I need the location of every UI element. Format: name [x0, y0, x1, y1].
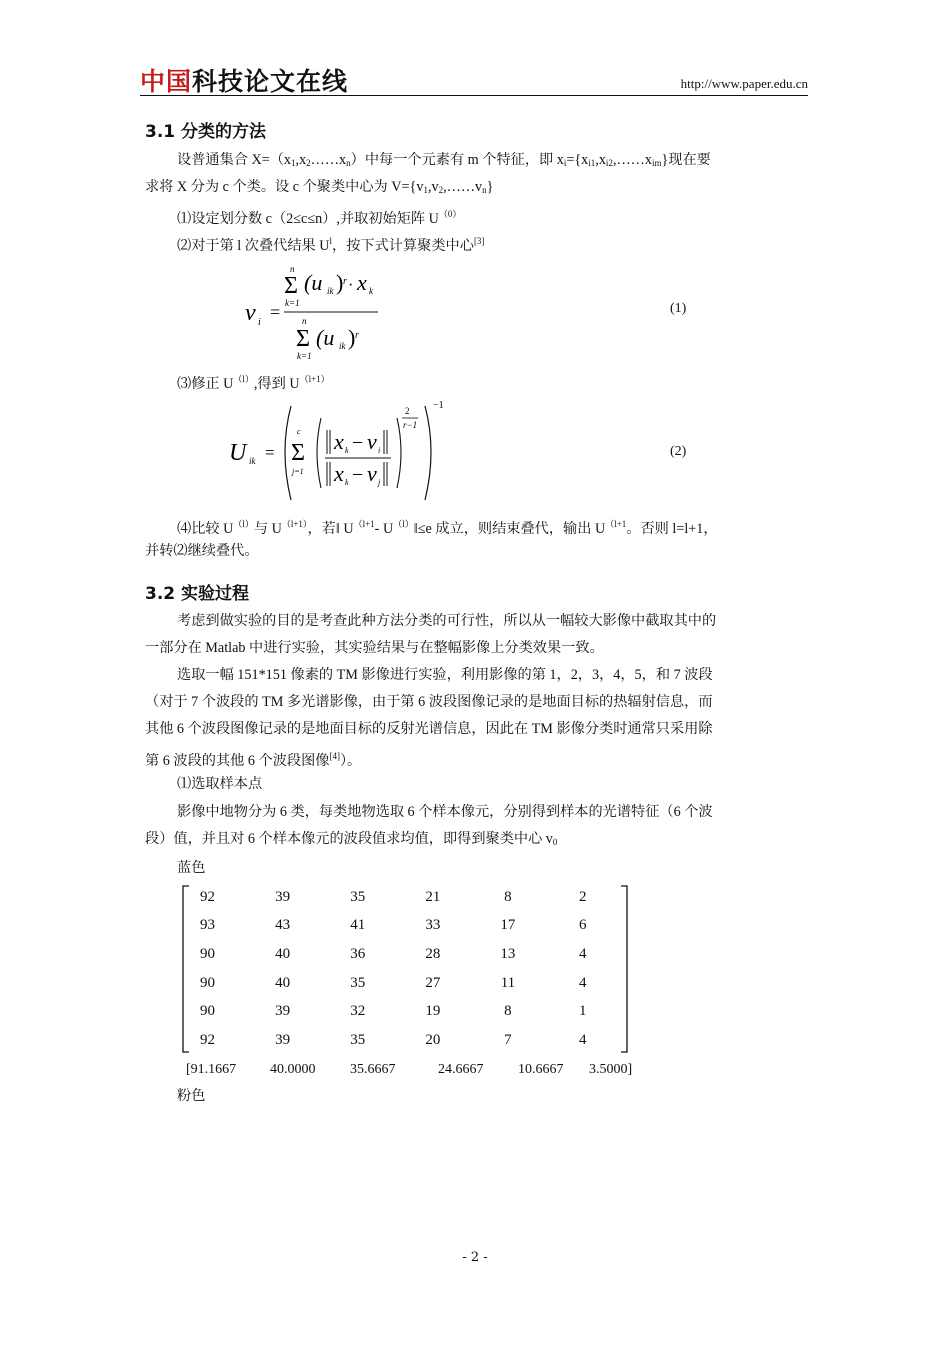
svg-text:=: =: [270, 302, 281, 322]
matrix-cell: 93: [200, 917, 216, 934]
header-url[interactable]: http://www.paper.edu.cn: [680, 76, 808, 91]
paragraph-samples-line1: 影像中地物分为 6 类，每类地物选取 6 个样本像元，分别得到样本的光谱特征（6 个波: [177, 804, 713, 820]
mean-vector: [186, 1062, 646, 1082]
equation-2-number: (2): [670, 444, 687, 459]
matrix-cell: 4: [578, 945, 587, 962]
equation-1-number: (1): [670, 301, 687, 316]
svg-text:r: r: [343, 276, 347, 287]
matrix-cell: 90: [200, 974, 216, 991]
svg-text:n: n: [302, 316, 307, 326]
matrix-cell: 90: [200, 1003, 216, 1020]
matrix-cell: 8: [504, 888, 512, 905]
svg-text:v: v: [245, 300, 256, 326]
svg-text:ik: ik: [327, 286, 334, 296]
svg-text:(u: (u: [304, 270, 323, 295]
equation-1: [240, 258, 400, 368]
matrix-cell: 33: [425, 917, 441, 934]
matrix-cell: 4: [578, 974, 587, 991]
section-heading-3-1: 3.1 分类的方法: [145, 122, 267, 142]
svg-text:j=1: j=1: [292, 467, 304, 476]
matrix-cell: 8: [504, 1003, 512, 1020]
paragraph-tm-line2: （对于 7 个波段的 TM 多光谱影像，由于第 6 波段图像记录的是地面目标的热辐射信息，而: [145, 694, 713, 710]
svg-text:k: k: [345, 446, 349, 455]
section-heading-3-2: 3.2 实验过程: [145, 584, 250, 604]
matrix-cell: 4: [578, 1031, 587, 1048]
svg-text:k: k: [345, 478, 349, 487]
logo-black-part: 科技论文在线: [192, 67, 349, 96]
svg-text:Σ: Σ: [284, 273, 298, 299]
paragraph-tm-line1: 选取一幅 151*151 像素的 TM 影像进行实验，利用影像的第 1，2，3，4，5，和 7 波段: [177, 667, 713, 683]
step-1: ⑴设定划分数 c（2≤c≤n）,并取初始矩阵 $U^{(0)}$: [177, 209, 462, 227]
mean-value: 10.6667: [518, 1062, 564, 1077]
matrix-cell: 39: [275, 1031, 291, 1048]
paragraph-purpose-line2: 一部分在 Matlab 中进行实验，其实验结果与在整幅影像上分类效果一致。: [145, 640, 604, 656]
svg-text:Σ: Σ: [296, 326, 310, 352]
mean-value: [91.1667: [186, 1062, 237, 1077]
svg-text:k=1: k=1: [297, 351, 312, 361]
svg-text:(u: (u: [316, 325, 335, 350]
class-label-blue: 蓝色: [177, 860, 206, 876]
matrix-table: [170, 883, 620, 1055]
svg-text:−: −: [352, 432, 364, 454]
svg-text:ik: ik: [339, 341, 346, 351]
matrix-cell: 17: [500, 917, 516, 934]
matrix-cell: 35: [350, 1031, 366, 1048]
equation-2: [225, 396, 455, 506]
svg-text:): ): [348, 325, 356, 350]
step-4-line1: ⑷比较 $U^{(l)}$与 $U^{(l+1)}$，若‖ $U^{(l+1}-$ $U^{(l)}‖\le e$ 成立，则结束叠代，输出 $U^{(l+1}$。否则 l=l+1，: [177, 519, 718, 537]
svg-text:·: ·: [348, 277, 354, 294]
journal-logo: [140, 62, 348, 98]
matrix-cell: 41: [350, 917, 366, 934]
paragraph-set-definition-line2: 求将 X 分为 c 个类。设 c 个聚类中心为 $V=\{v_1,v_2,\dots\dots v_n\}$: [145, 179, 494, 195]
matrix-cell: 43: [275, 917, 291, 934]
matrix-cell: 40: [275, 974, 291, 991]
paragraph-purpose-line1: 考虑到做实验的目的是考查此种方法分类的可行性，所以从一幅较大影像中截取其中的: [177, 613, 717, 629]
mean-value: 3.5000]: [589, 1062, 633, 1077]
svg-text:−1: −1: [433, 400, 444, 411]
matrix-row: [170, 997, 620, 1026]
svg-text:j: j: [378, 478, 381, 487]
mean-value: 35.6667: [350, 1062, 396, 1077]
svg-text:i: i: [378, 446, 381, 455]
paragraph-tm-line4: 第 6 波段的其他 6 个波段图像[4]）。: [145, 751, 362, 769]
page-number: - 2 -: [462, 1250, 488, 1265]
matrix-cell: 27: [425, 974, 441, 991]
matrix-cell: 36: [350, 945, 366, 962]
svg-text:x: x: [357, 270, 367, 295]
svg-text:Σ: Σ: [291, 440, 305, 466]
svg-text:i: i: [258, 317, 261, 328]
matrix-cell: 6: [578, 917, 587, 934]
svg-text:r: r: [355, 330, 359, 341]
matrix-cell: 39: [275, 888, 291, 905]
svg-text:ik: ik: [249, 456, 256, 466]
svg-text:n: n: [290, 264, 295, 274]
svg-text:−: −: [352, 464, 364, 486]
matrix-cell: 35: [350, 888, 366, 905]
subsection-sample-points: ⑴选取样本点: [177, 776, 263, 792]
svg-text:v: v: [367, 429, 377, 454]
matrix-cell: 20: [425, 1031, 441, 1048]
paragraph-tm-line3: 其他 6 个波段图像记录的是地面目标的反射光谱信息，因此在 TM 影像分类时通常只采用除: [145, 721, 713, 737]
matrix-cell: 19: [425, 1003, 441, 1020]
matrix-cell: 21: [425, 888, 441, 905]
matrix-cell: 28: [425, 945, 441, 962]
svg-text:U: U: [229, 440, 247, 466]
matrix-cell: 90: [200, 945, 216, 962]
svg-text:x: x: [334, 429, 344, 454]
svg-text:v: v: [367, 461, 377, 486]
mean-value: 24.6667: [438, 1062, 484, 1077]
svg-text:2: 2: [405, 406, 410, 416]
header-rule: [140, 95, 808, 96]
matrix-cell: 92: [200, 888, 216, 905]
matrix-row: [170, 940, 620, 969]
matrix-cell: 11: [500, 974, 516, 991]
matrix-cell: 1: [578, 1003, 587, 1020]
matrix-row: [170, 883, 620, 912]
matrix-cell: 7: [504, 1031, 512, 1048]
paragraph-set-definition-line1: 设普通集合 $X=(x_1,x_2\dots\dots x_n)$中每一个元素有 m 个特征，即 $x_i=\{x_{i1},x_{i2},\dots\dots x_{im}\}$现在要: [177, 152, 711, 168]
matrix-cell: 32: [350, 1003, 366, 1020]
svg-text:c: c: [297, 427, 301, 436]
matrix-cell: 92: [200, 1031, 216, 1048]
matrix-row: [170, 969, 620, 998]
svg-text:): ): [336, 270, 344, 295]
matrix-row: [170, 912, 620, 941]
paragraph-samples-line2: 段）值，并且对 6 个样本像元的波段值求均值，即得到聚类中心 $v_0$: [145, 831, 558, 847]
mean-value: 40.0000: [270, 1062, 316, 1077]
sample-matrix: [180, 884, 630, 1054]
matrix-row: [170, 1026, 620, 1055]
matrix-cell: 39: [275, 1003, 291, 1020]
svg-text:=: =: [265, 443, 275, 462]
svg-text:k: k: [369, 286, 373, 296]
matrix-cell: 40: [275, 945, 291, 962]
matrix-cell: 35: [350, 974, 366, 991]
step-2: ⑵对于第 l 次叠代结果 $U^l$，按下式计算聚类中心[3]: [177, 236, 485, 254]
svg-text:x: x: [334, 461, 344, 486]
step-4-line2: 并转⑵继续叠代。: [145, 543, 259, 559]
matrix-cell: 2: [578, 888, 587, 905]
svg-text:r−1: r−1: [403, 420, 418, 430]
matrix-cell: 13: [500, 945, 516, 962]
class-label-pink: 粉色: [177, 1088, 206, 1104]
svg-text:k=1: k=1: [285, 298, 300, 308]
step-3: ⑶修正 $U^{(l)}$,得到 $U^{(l+1)}$: [177, 374, 330, 392]
logo-red-part: 中国: [140, 67, 193, 96]
